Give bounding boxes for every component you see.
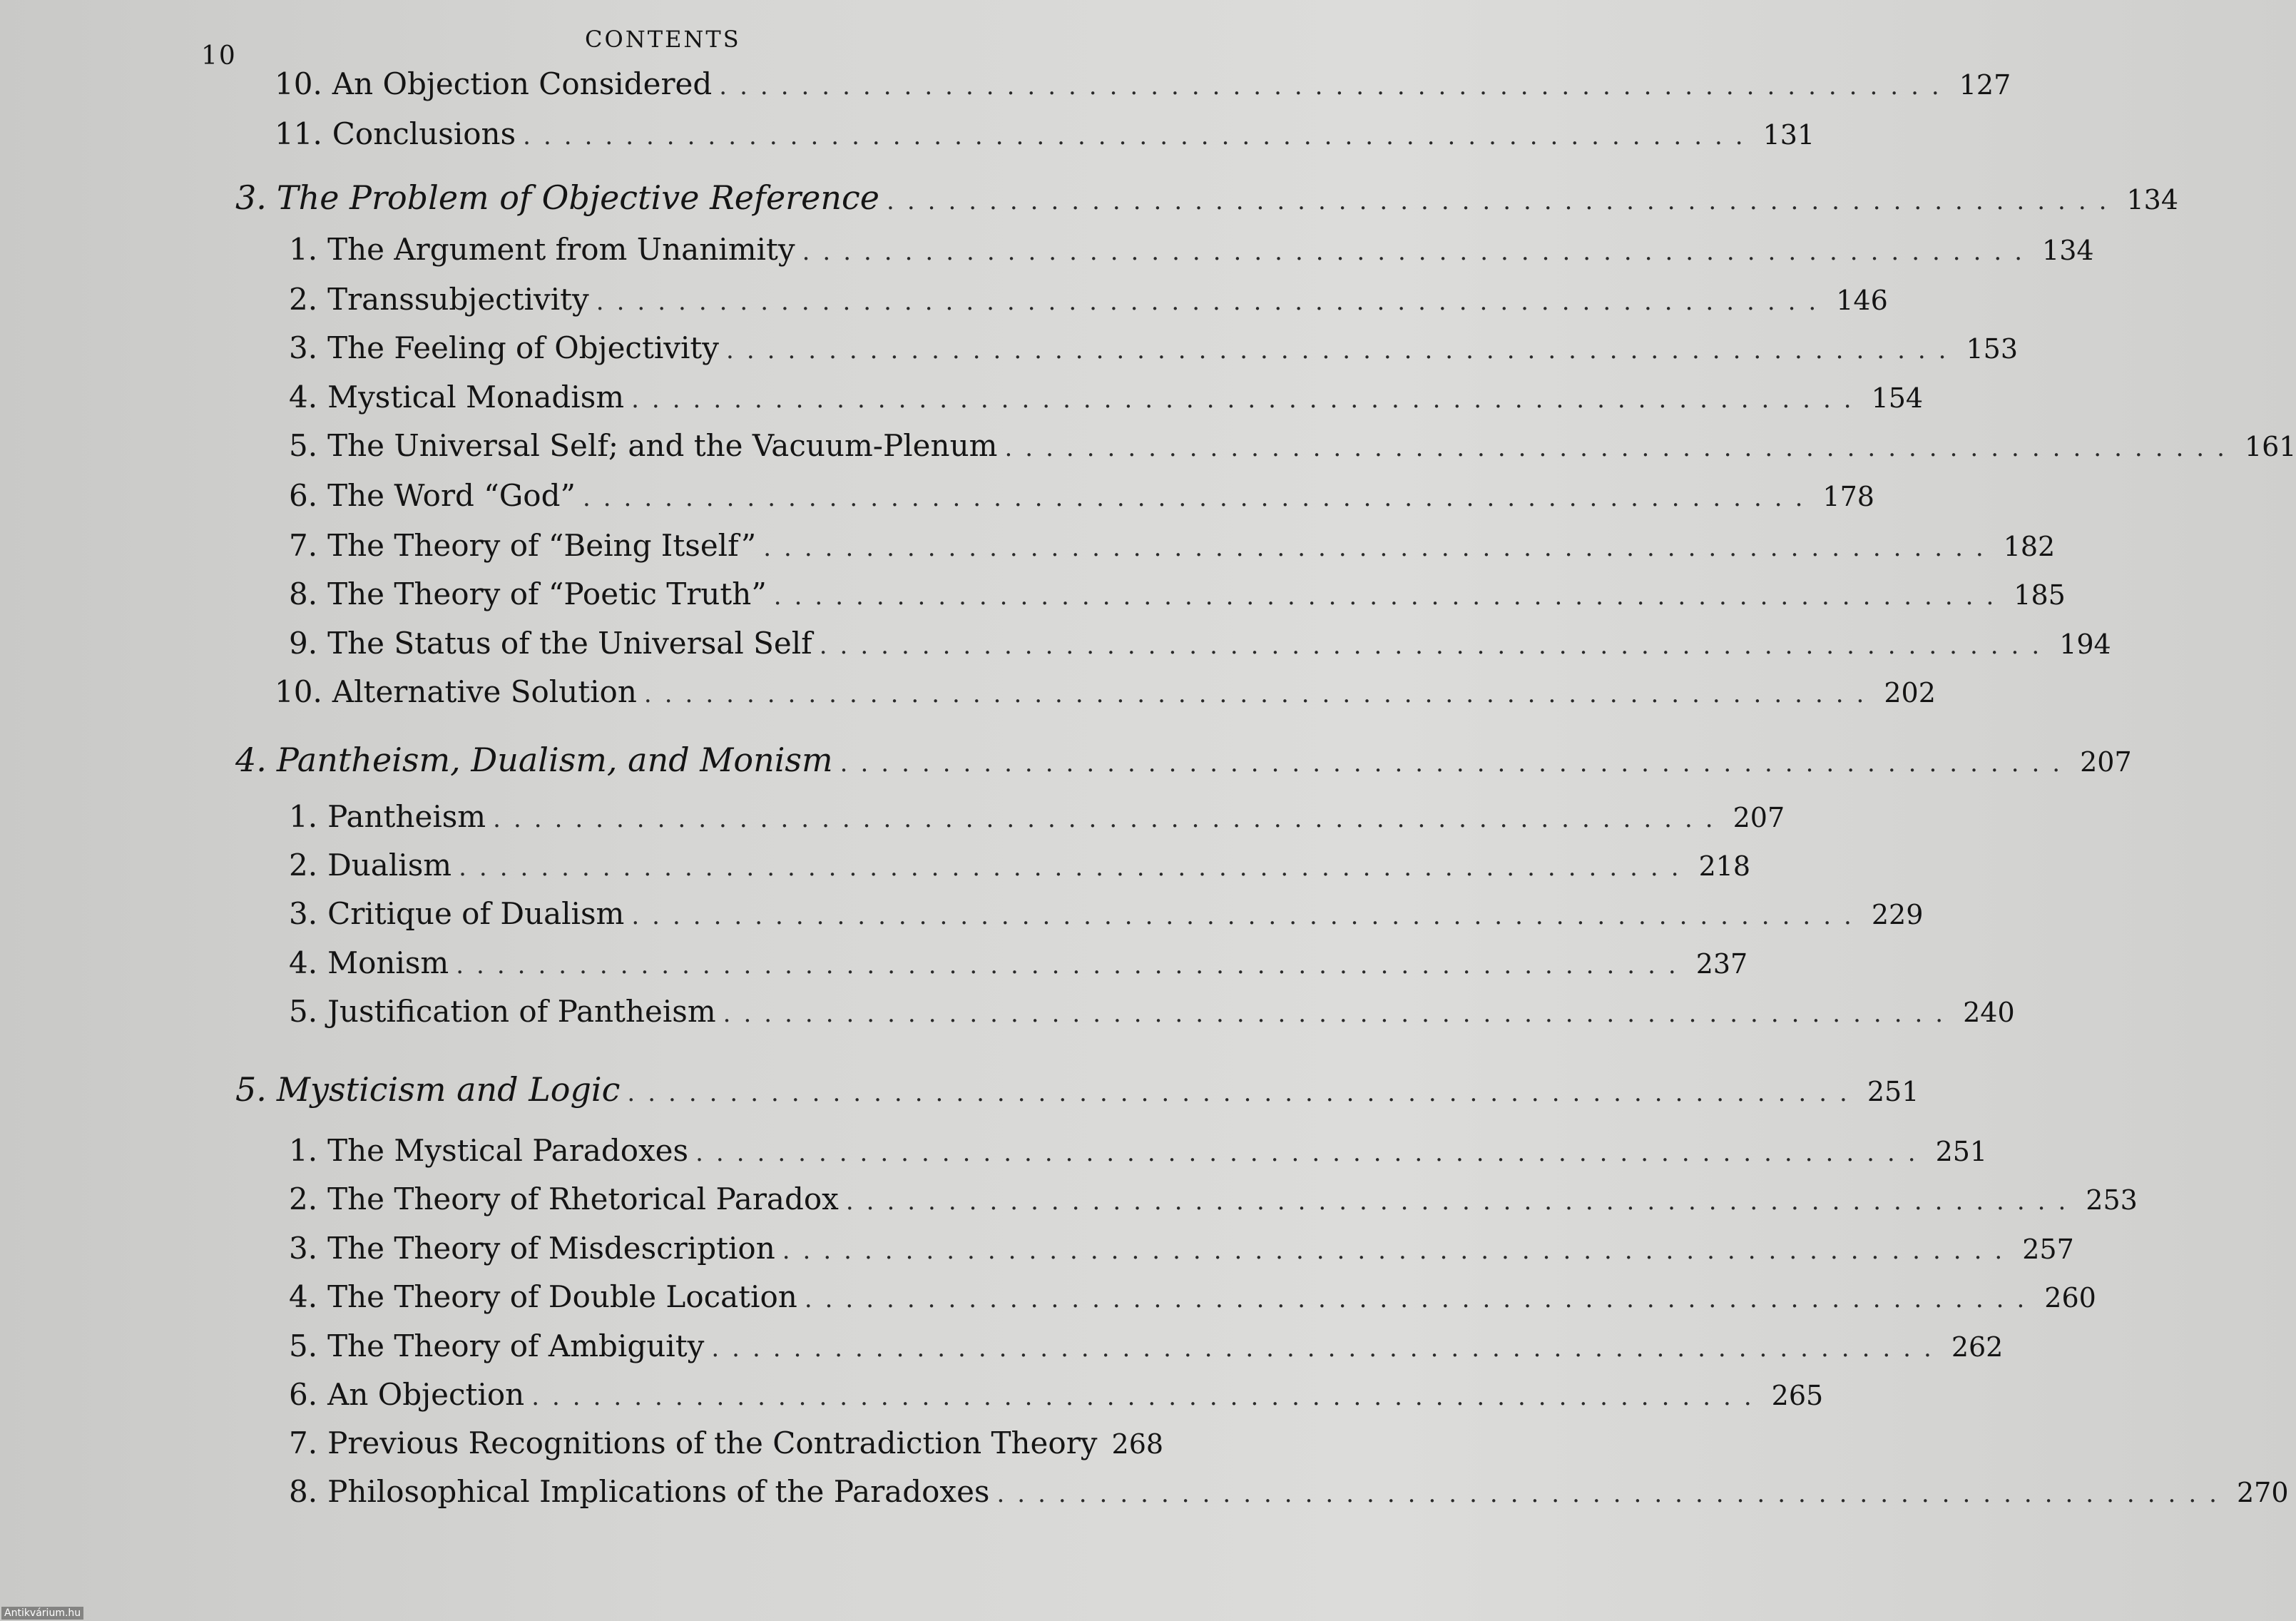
- entry-title: Monism: [327, 945, 449, 980]
- dot-leader: ............................................................: [695, 1139, 1929, 1167]
- entry-title: An Objection: [327, 1377, 525, 1412]
- toc-entry: [275, 116, 1815, 153]
- entry-title: The Word “God”: [327, 478, 576, 513]
- entry-title: The Theory of Misdescription: [327, 1231, 775, 1266]
- entry-page: 202: [1884, 677, 1936, 708]
- entry-page: 194: [2059, 629, 2111, 660]
- entry-page: 178: [1822, 481, 1874, 512]
- entry-number: 10.: [275, 66, 322, 101]
- entry-page: 218: [1698, 850, 1751, 882]
- dot-leader: ............................................................: [887, 187, 2120, 215]
- entry-page: 131: [1762, 119, 1815, 151]
- entry-number: 6.: [289, 478, 318, 513]
- entry-title: Conclusions: [332, 116, 516, 151]
- toc-entry: [289, 1182, 2138, 1219]
- entry-number: 6.: [289, 1377, 318, 1412]
- dot-leader: ............................................................: [802, 238, 2036, 266]
- entry-page: 207: [1733, 802, 1785, 833]
- entry-title: Critique of Dualism: [327, 896, 625, 931]
- running-head: CONTENTS: [585, 26, 741, 53]
- entry-number: 5.: [289, 428, 318, 463]
- chapter-number: 4.: [235, 741, 267, 779]
- entry-title: Justification of Pantheism: [327, 994, 716, 1029]
- dot-leader: ............................................................: [493, 805, 1726, 833]
- toc-entry: [289, 282, 1888, 319]
- entry-page: 153: [1966, 333, 2019, 365]
- entry-number: 8.: [289, 1474, 318, 1509]
- toc-chapter: [235, 1070, 1919, 1109]
- toc-entry: [289, 799, 1785, 836]
- page-number: 10: [201, 41, 237, 71]
- entry-page: 161: [2244, 431, 2296, 462]
- entry-page: 268: [1111, 1428, 1164, 1460]
- entry-number: 1.: [289, 1133, 318, 1168]
- dot-leader: ............................................................: [819, 631, 2053, 660]
- entry-number: 5.: [289, 994, 318, 1029]
- entry-title: The Status of the Universal Self: [327, 626, 812, 661]
- entry-title: The Feeling of Objectivity: [327, 330, 720, 365]
- entry-number: 4.: [289, 945, 318, 980]
- entry-page: 253: [2086, 1184, 2138, 1216]
- entry-title: Philosophical Implications of the Paradoxes: [327, 1474, 990, 1509]
- toc-entry: [289, 380, 1924, 417]
- dot-leader: ............................................................: [804, 1285, 2038, 1313]
- dot-leader: ............................................................: [726, 336, 1959, 365]
- entry-page: 260: [2044, 1282, 2096, 1313]
- dot-leader: ............................................................: [531, 1383, 1765, 1411]
- entry-number: 5.: [289, 1328, 318, 1363]
- toc-entry: [289, 945, 1748, 982]
- toc-chapter: [235, 741, 2132, 779]
- dot-leader: ............................................................: [763, 534, 1996, 562]
- toc-entry: [289, 896, 1924, 933]
- dot-leader: ............................................................: [782, 1236, 2016, 1265]
- dot-leader: ............................................................: [996, 1480, 2230, 1508]
- toc-entry: [289, 428, 2296, 465]
- entry-number: 9.: [289, 626, 318, 661]
- entry-title: The Argument from Unanimity: [327, 232, 795, 267]
- entry-title: Dualism: [327, 848, 452, 883]
- toc-entry: [289, 330, 2019, 367]
- entry-number: 7.: [289, 1426, 318, 1460]
- toc-entry: [289, 1231, 2074, 1268]
- toc-entry: [289, 1133, 1988, 1170]
- chapter-title: Mysticism and Logic: [276, 1070, 621, 1109]
- toc-entry: [289, 626, 2111, 663]
- chapter-title: The Problem of Objective Reference: [276, 178, 880, 217]
- chapter-number: 3.: [235, 178, 267, 217]
- entry-title: Mystical Monadism: [327, 380, 625, 415]
- entry-page: 237: [1695, 948, 1748, 980]
- toc-entry: [275, 674, 1936, 711]
- entry-title: Transsubjectivity: [327, 282, 589, 317]
- chapter-page: 251: [1867, 1076, 1919, 1107]
- entry-page: 229: [1871, 899, 1924, 930]
- toc-entry: [275, 66, 2011, 103]
- dot-leader: ............................................................: [711, 1334, 1944, 1363]
- entry-number: 7.: [289, 528, 318, 563]
- entry-title: The Theory of “Poetic Truth”: [327, 576, 767, 611]
- dot-leader: ............................................................: [459, 853, 1692, 882]
- entry-number: 1.: [289, 232, 318, 267]
- dot-leader: ............................................................: [523, 122, 1756, 151]
- entry-page: 240: [1963, 997, 2015, 1028]
- chapter-page: 207: [2080, 746, 2132, 778]
- entry-page: 257: [2022, 1234, 2074, 1265]
- toc-chapter: [235, 178, 2179, 217]
- entry-title: The Universal Self; and the Vacuum-Plenum: [327, 428, 998, 463]
- entry-number: 1.: [289, 799, 318, 834]
- dot-leader: ............................................................: [582, 484, 1816, 512]
- entry-page: 127: [1959, 69, 2011, 101]
- entry-page: 182: [2003, 531, 2056, 562]
- toc-entry: [289, 1279, 2096, 1316]
- dot-leader: ............................................................: [631, 902, 1864, 930]
- entry-number: 3.: [289, 896, 318, 931]
- entry-number: 11.: [275, 116, 322, 151]
- dot-leader: ............................................................: [723, 1000, 1956, 1028]
- entry-number: 2.: [289, 1182, 318, 1216]
- dot-leader: ............................................................: [596, 288, 1830, 316]
- entry-page: 185: [2014, 579, 2066, 611]
- entry-title: The Theory of Rhetorical Paradox: [327, 1182, 839, 1216]
- entry-title: An Objection Considered: [332, 66, 713, 101]
- entry-title: Pantheism: [327, 799, 486, 834]
- dot-leader: ............................................................: [719, 72, 1952, 101]
- toc-entry: [289, 994, 2015, 1031]
- entry-page: 154: [1871, 382, 1924, 414]
- entry-title: The Theory of “Being Itself”: [327, 528, 757, 563]
- toc-entry: [289, 576, 2066, 614]
- entry-page: 251: [1935, 1136, 1988, 1167]
- entry-number: 2.: [289, 848, 318, 883]
- entry-page: 265: [1771, 1380, 1824, 1411]
- entry-title: The Theory of Ambiguity: [327, 1328, 705, 1363]
- toc-entry: [289, 848, 1751, 885]
- dot-leader: ............................................................: [845, 1187, 2079, 1216]
- dot-leader: ............................................................: [627, 1079, 1860, 1107]
- entry-title: Alternative Solution: [332, 674, 637, 709]
- entry-page: 146: [1836, 285, 1888, 316]
- toc-entry: [289, 232, 2094, 269]
- entry-title: The Mystical Paradoxes: [327, 1133, 689, 1168]
- toc-entry: [289, 1328, 2004, 1366]
- watermark: Antikvárium.hu: [1, 1607, 83, 1620]
- toc-entry: [289, 1426, 1164, 1463]
- toc-entry: [289, 1474, 2289, 1511]
- entry-page: 134: [2042, 235, 2094, 266]
- entry-page: 270: [2236, 1477, 2289, 1508]
- chapter-title: Pantheism, Dualism, and Monism: [276, 741, 833, 779]
- toc-entry: [289, 478, 1874, 515]
- entry-number: 3.: [289, 1231, 318, 1266]
- dot-leader: ............................................................: [773, 582, 2007, 611]
- dot-leader: ............................................................: [1004, 434, 2238, 462]
- entry-number: 4.: [289, 1279, 318, 1314]
- chapter-number: 5.: [235, 1070, 267, 1109]
- dot-leader: ............................................................: [643, 680, 1877, 708]
- entry-number: 8.: [289, 576, 318, 611]
- entry-number: 10.: [275, 674, 322, 709]
- dot-leader: ............................................................: [631, 385, 1864, 414]
- chapter-page: 134: [2126, 184, 2179, 215]
- entry-title: The Theory of Double Location: [327, 1279, 797, 1314]
- entry-number: 4.: [289, 380, 318, 415]
- toc-entry: [289, 528, 2056, 565]
- dot-leader: ............................................................: [840, 749, 2073, 778]
- dot-leader: ............................................................: [456, 951, 1689, 980]
- toc-entry: [289, 1377, 1824, 1414]
- entry-page: 262: [1951, 1331, 2004, 1363]
- entry-number: 3.: [289, 330, 318, 365]
- entry-number: 2.: [289, 282, 318, 317]
- entry-title: Previous Recognitions of the Contradiction Theory: [327, 1426, 1098, 1460]
